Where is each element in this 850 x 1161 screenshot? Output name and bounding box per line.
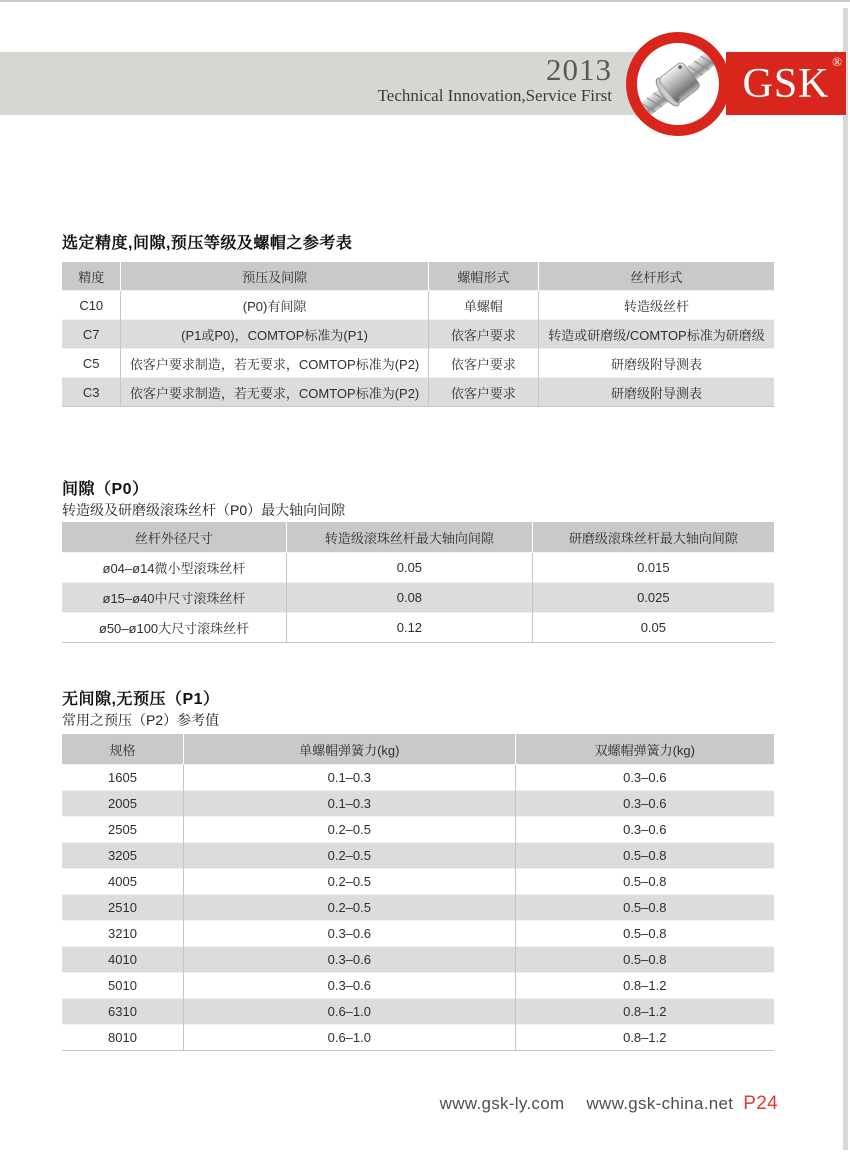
table-cell: 0.2–0.5 [184,895,516,921]
column-header: 螺帽形式 [428,262,538,291]
table-cell: 2005 [108,796,137,811]
table-cell: 0.8–1.2 [515,973,774,999]
table-cell: 0.8–1.2 [515,1025,774,1051]
table-cell: 0.3–0.6 [515,765,774,791]
table-row [62,613,774,643]
column-header: 单螺帽弹簧力(kg) [184,734,516,765]
table-cell: C3 [82,384,100,400]
table-cell: 0.6–1.0 [184,1025,516,1051]
table-cell: 4005 [108,874,137,889]
table-cell: 0.5–0.8 [515,843,774,869]
table-cell: 0.025 [532,583,774,613]
table-cell: ø04–ø14微小型滚珠丝杆 [102,561,246,576]
axial-clearance-table [62,522,774,643]
table-row [62,320,774,349]
table-row [62,843,774,869]
table-cell: 0.2–0.5 [184,869,516,895]
table-cell: 0.5–0.8 [515,947,774,973]
ball-screw-logo-icon [626,32,730,136]
table-cell: 0.1–0.3 [184,765,516,791]
section3-subtitle: 常用之预压（P2）参考值 [62,712,220,728]
table-row [62,349,774,378]
table-cell: 4010 [108,952,137,967]
table-cell: 0.3–0.6 [184,973,516,999]
registered-trademark-icon: ® [832,54,842,69]
table-cell: 1605 [108,770,137,785]
table-cell: ø15–ø40中尺寸滚珠丝杆 [102,591,246,606]
footer-url-2: www.gsk-china.net [586,1094,734,1113]
section1-title: 选定精度,间隙,预压等级及螺帽之参考表 [62,235,353,252]
footer-url-1: www.gsk-ly.com [439,1094,565,1113]
table-cell: C5 [82,355,100,371]
table-cell: 3205 [108,848,137,863]
table-cell: 6310 [108,1004,137,1019]
table-row [62,553,774,583]
table-cell: 0.3–0.6 [184,921,516,947]
table-cell: 3210 [108,926,137,941]
table-row [62,1025,774,1051]
table-cell: 0.2–0.5 [184,843,516,869]
table-cell: 依客户要求制造，若无要求，COMTOP标准为(P2) [121,378,428,407]
preload-reference-table [62,734,774,1051]
section2-title: 间隙（P0） [62,481,149,498]
table-header-row [62,522,774,553]
table-row [62,999,774,1025]
table-row [62,791,774,817]
column-header: 规格 [62,734,184,765]
column-header: 丝杆形式 [539,262,774,291]
table-cell: 转造或研磨级/COMTOP标准为研磨级 [539,320,774,349]
table-row [62,765,774,791]
table-header-row [62,262,774,291]
section3-title: 无间隙,无预压（P1） [62,691,220,708]
header-text [0,54,612,104]
table-row [62,973,774,999]
table-row [62,869,774,895]
table-row [62,291,774,320]
top-divider [0,0,850,2]
footer [440,1093,778,1115]
brand-box [726,52,846,115]
table-cell: 依客户要求 [428,378,538,407]
table-cell: 依客户要求制造，若无要求，COMTOP标准为(P2) [121,349,428,378]
table-cell: 研磨级附导测表 [539,378,774,407]
table-cell: 0.8–1.2 [515,999,774,1025]
table-row [62,583,774,613]
table-cell: C7 [82,326,100,342]
table-cell: 5010 [108,978,137,993]
column-header: 丝杆外径尺寸 [62,522,287,553]
page-number: P24 [743,1093,778,1114]
table-cell: 依客户要求 [428,320,538,349]
year-label: 2013 [546,52,612,87]
table-cell: 0.05 [532,613,774,643]
column-header: 精度 [62,262,121,291]
table-cell: 0.08 [287,583,533,613]
ball-screw-image [637,43,719,125]
table-row [62,947,774,973]
table-cell: 依客户要求 [428,349,538,378]
column-header: 研磨级滚珠丝杆最大轴向间隙 [532,522,774,553]
table-cell: 0.5–0.8 [515,895,774,921]
table-row [62,921,774,947]
column-header: 双螺帽弹簧力(kg) [515,734,774,765]
table-cell: 0.05 [287,553,533,583]
table-cell: (P0)有间隙 [121,291,428,320]
table-cell: 0.3–0.6 [515,817,774,843]
table-cell: 研磨级附导测表 [539,349,774,378]
table-cell: 2510 [108,900,137,915]
table-cell: 8010 [108,1030,137,1045]
table-cell: ø50–ø100大尺寸滚珠丝杆 [98,621,250,636]
section2-subtitle: 转造级及研磨级滚珠丝杆（P0）最大轴向间隙 [62,502,346,518]
brand-logo-text: GSK [742,61,830,107]
table-header-row [62,734,774,765]
table-row [62,378,774,407]
table-cell: 0.3–0.6 [184,947,516,973]
table-cell: 0.12 [287,613,533,643]
table-cell: 0.5–0.8 [515,869,774,895]
table-cell: 2505 [108,822,137,837]
table-cell: 0.2–0.5 [184,817,516,843]
right-edge-divider [843,8,848,1150]
table-row [62,817,774,843]
table-cell: 0.015 [532,553,774,583]
table-cell: 0.3–0.6 [515,791,774,817]
table-cell: 0.1–0.3 [184,791,516,817]
table-cell: 单螺帽 [428,291,538,320]
table-cell: C10 [79,297,104,313]
table-cell: 0.5–0.8 [515,921,774,947]
table-row [62,895,774,921]
table-cell: (P1或P0)，COMTOP标准为(P1) [121,320,428,349]
tagline: Technical Innovation,Service First [377,85,612,105]
table-cell: 0.6–1.0 [184,999,516,1025]
column-header: 预压及间隙 [121,262,428,291]
precision-reference-table [62,262,774,407]
column-header: 转造级滚珠丝杆最大轴向间隙 [287,522,533,553]
table-cell: 转造级丝杆 [539,291,774,320]
